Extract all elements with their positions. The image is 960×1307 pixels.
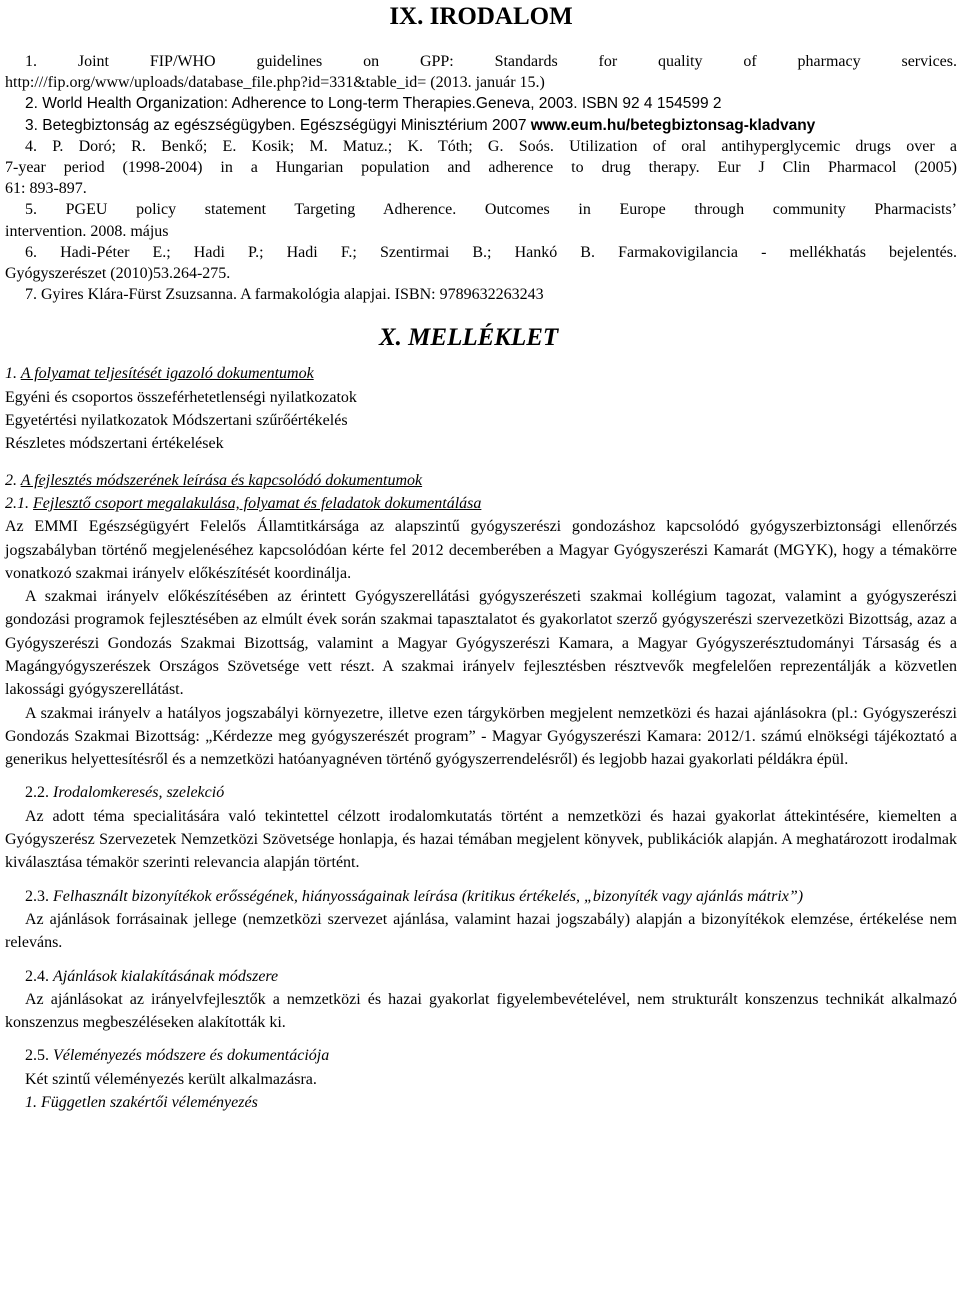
reference-2: 2. World Health Organization: Adherence to Long-term Therapies.Geneva, 2003. ISBN 92 4 154599 2	[25, 95, 722, 113]
section-2-4-heading	[5, 965, 957, 988]
section-2-2-number: 2.2.	[25, 784, 53, 802]
reference-6-line-1: 6. Hadi-Péter E.; Hadi P.; Hadi F.; Szentirmai B.; Hankó B. Farmakovigilancia - mellékhatás bejelentés.	[25, 243, 957, 261]
reference-3-url: www.eum.hu/betegbiztonsag-kladvany	[530, 116, 816, 134]
reference-4-line-1: 4. P. Doró; R. Benkő; E. Kosik; M. Matuz.; K. Tóth; G. Soós. Utilization of oral antihyperglycemic drugs over a	[25, 137, 957, 155]
section-2-5-subheading: 1. Független szakértői véleményezés	[25, 1094, 258, 1112]
section-2-3-heading	[5, 885, 957, 908]
section-1-title: A folyamat teljesítését igazoló dokumentumok	[20, 365, 314, 383]
section-2-5	[5, 1044, 957, 1114]
section-2-heading	[5, 469, 957, 492]
section-2-5-heading	[5, 1044, 957, 1067]
section-2-1-paragraph-2: A szakmai irányelv előkészítésében az érintett Gyógyszerellátási gyógyszerészeti szakmai kollégium tagozat, valamint a gyógyszerészi gondozási programok fejlesztésében az elmúlt évek során szakmai tapasztalatot és gyakorlatot szerző gyógyszerészi szervezetközi Bizottság, azaz a Gyógyszerészi Gondozás Szakmai Bizottság, valamint a Magyar Gyógyszerészi Kamara, a Magyar Gyógyszerésztudományi Társaság és a Magángyógyszerészek Országos Szövetsége vett részt. A szakmai irányelv fejlesztésben résztvevők megfelelően reprezentálják a közvetlen lakossági gyógyszerellátást.	[5, 588, 957, 699]
section-2-4-title: Ajánlások kialakításának módszere	[53, 967, 279, 985]
reference-1-line-1: 1. Joint FIP/WHO guidelines on GPP: Standards for quality of pharmacy services.	[25, 53, 957, 70]
section-2-1-paragraph-1: Az EMMI Egészségügyért Felelős Államtitkársága az alapszintű gyógyszerészi gondozáshoz kapcsolódó gyógyszerbiztonsági ellenőrzés jogszabályban történő megjelenéséhez kapcsolódóan kérte fel 2012 decemberében a Magyar Gyógyszerészi Kamarát (MGYK), hogy a témakörre vonatkozó szakmai irányelv előkészítését koordinálja.	[5, 518, 957, 582]
section-1-item-2: Egyetértési nyilatkozatok Módszertani szűrőértékelés	[5, 412, 348, 430]
section-1-heading	[5, 362, 957, 385]
section-2-number: 2.	[5, 471, 21, 489]
section-1-item-3: Részletes módszertani értékelések	[5, 435, 224, 453]
reference-4-line-3: 61: 893-897.	[5, 180, 87, 198]
section-1	[5, 362, 957, 455]
section-2-1-title: Fejlesztő csoport megalakulása, folyamat és feladatok dokumentálása	[33, 494, 482, 512]
section-2-5-number: 2.5.	[25, 1047, 53, 1065]
section-2-2-heading	[5, 781, 957, 804]
section-2-title: A fejlesztés módszerének leírása és kapcsolódó dokumentumok	[20, 471, 423, 489]
section-2-2-paragraph-1: Az adott téma specialitására való tekintettel célzott irodalomkutatás történt a nemzetközi és hazai gyakorlat áttekintésére, kiemelten a Gyógyszerész Szervezetek Nemzetközi Szövetsége honlapja, és hazai témában megjelent könyvek, publikációk alapján. A meghatározott irodalmak kiválasztása témakör szerinti relevancia alapján történt.	[5, 807, 957, 872]
heading-irodalom: IX. IRODALOM	[389, 3, 573, 30]
section-2-5-paragraph-1: Két szintű véleményezés került alkalmazásra.	[25, 1070, 317, 1088]
section-1-item-1: Egyéni és csoportos összeférhetetlenségi nyilatkozatok	[5, 388, 357, 406]
document-page	[5, 0, 957, 1114]
section-1-number: 1.	[5, 365, 21, 383]
section-2-2-title: Irodalomkeresés, szelekció	[53, 784, 225, 802]
section-2-4	[5, 965, 957, 1035]
section-2-3	[5, 885, 957, 955]
reference-list	[5, 51, 957, 305]
section-2-3-number: 2.3.	[25, 887, 53, 905]
section-2-3-title: Felhasznált bizonyítékok erősségének, hiányosságainak leírása (kritikus értékelés, „bizonyíték vagy ajánlás mátrix”)	[53, 887, 804, 905]
section-2-1	[5, 492, 957, 772]
reference-6-line-2: Gyógyszerészet (2010)53.264-275.	[5, 265, 231, 283]
section-2-1-heading	[5, 492, 957, 515]
reference-7: 7. Gyires Klára-Fürst Zsuzsanna. A farmakológia alapjai. ISBN: 9789632263243	[25, 286, 544, 304]
section-2-1-number: 2.1.	[5, 494, 33, 512]
section-2-2	[5, 781, 957, 874]
section-2-4-paragraph-1: Az ajánlásokat az irányelvfejlesztők a nemzetközi és hazai gyakorlat figyelembevételével, nem strukturált konszenzus technikát alkalmazó konszenzus megbeszéléseken alakították ki.	[5, 990, 957, 1032]
section-2-5-title: Véleményezés módszere és dokumentációja	[53, 1047, 330, 1065]
section-2-3-paragraph-1: Az ajánlások forrásainak jellege (nemzetközi szervezet ajánlása, valamint hazai jogszabály) alapján a bizonyítékok elemzése, értékelése nem releváns.	[5, 910, 957, 952]
reference-3-text: 3. Betegbiztonság az egészségügyben. Egészségügyi Minisztérium 2007	[25, 116, 531, 134]
section-2-1-paragraph-3: A szakmai irányelv a hatályos jogszabályi környezetre, illetve ezen tárgykörben megjelent nemzetközi és hazai ajánlásokra (pl.: Gyógyszerészi Gondozás Szakmai Bizottság: „Kérdezze meg gyógyszerészét program” - Magyar Gyógyszerészi Kamara: 2012/1. számú elnökségi tájékoztató a generikus helyettesítésről és a nemzetközi hatóanyagnéven történő gyógyszerrendelésről) és legjobb hazai gyakorlati példákra épül.	[5, 704, 957, 769]
reference-3	[5, 115, 957, 136]
reference-5-line-1: 5. PGEU policy statement Targeting Adherence. Outcomes in Europe through community Pharmacists’	[25, 201, 957, 219]
reference-4-line-2: 7-year period (1998-2004) in a Hungarian population and adherence to drug therapy. Eur J Clin Pharmacol (2005)	[5, 159, 957, 177]
heading-melleklet: X. MELLÉKLET	[379, 324, 559, 352]
reference-1-line-2: http:///fip.org/www/uploads/database_file.php?id=331&table_id= (2013. január 15.)	[5, 74, 545, 92]
reference-5-line-2: intervention. 2008. május	[5, 222, 169, 240]
section-2-4-number: 2.4.	[25, 967, 53, 985]
